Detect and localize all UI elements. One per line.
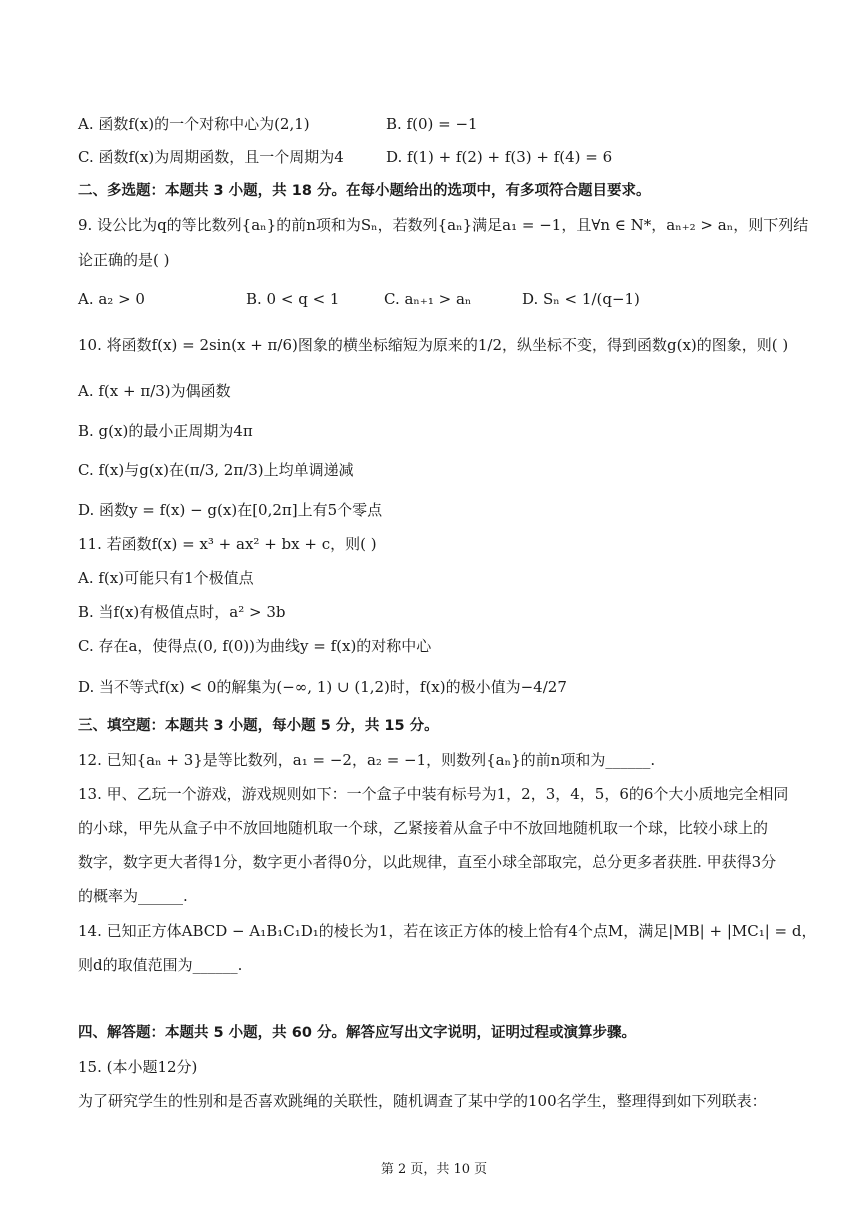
q15-line-1: 为了研究学生的性别和是否喜欢跳绳的关联性，随机调查了某中学的100名学生，整理得到如下列联表： bbox=[78, 1092, 767, 1110]
q8-option-a: A. 函数f(x)的一个对称中心为(2,1) bbox=[78, 115, 310, 133]
q10-option-c: C. f(x)与g(x)在(π/3, 2π/3)上均单调递减 bbox=[78, 461, 354, 479]
q9-option-a: A. a₂ > 0 bbox=[78, 290, 145, 308]
q10-stem: 10. 将函数f(x) = 2sin(x + π/6)图象的横坐标缩短为原来的1/2，纵坐标不变，得到函数g(x)的图象，则( ) bbox=[78, 336, 789, 354]
q15-title: 15. (本小题12分) bbox=[78, 1058, 198, 1076]
q11-option-b: B. 当f(x)有极值点时，a² > 3b bbox=[78, 603, 286, 621]
q9-stem-line-1: 9. 设公比为q的等比数列{aₙ}的前n项和为Sₙ，若数列{aₙ}满足a₁ = −1，且∀n ∈ N*，aₙ₊₂ > aₙ，则下列结 bbox=[78, 216, 809, 234]
q11-option-a: A. f(x)可能只有1个极值点 bbox=[78, 569, 254, 587]
q14-line-2: 则d的取值范围为______. bbox=[78, 956, 243, 974]
q9-stem-line-2: 论正确的是( ) bbox=[78, 251, 170, 269]
q9-option-d: D. Sₙ < 1/(q−1) bbox=[522, 290, 640, 308]
q8-option-d: D. f(1) + f(2) + f(3) + f(4) = 6 bbox=[386, 148, 613, 166]
q12-stem: 12. 已知{aₙ + 3}是等比数列，a₁ = −2，a₂ = −1，则数列{aₙ}的前n项和为______. bbox=[78, 751, 656, 769]
section-2-header: 二、多选题：本题共 3 小题，共 18 分。在每小题给出的选项中，有多项符合题目要求。 bbox=[78, 183, 651, 199]
q9-option-b: B. 0 < q < 1 bbox=[246, 290, 340, 308]
q13-line-2: 的小球，甲先从盒子中不放回地随机取一个球，乙紧接着从盒子中不放回地随机取一个球，比较小球上的 bbox=[78, 819, 769, 837]
q11-option-d: D. 当不等式f(x) < 0的解集为(−∞, 1) ∪ (1,2)时，f(x)的极小值为−4/27 bbox=[78, 678, 567, 696]
page-footer: 第 2 页，共 10 页 bbox=[380, 1162, 488, 1177]
q10-option-a: A. f(x + π/3)为偶函数 bbox=[78, 382, 231, 400]
section-4-header: 四、解答题：本题共 5 小题，共 60 分。解答应写出文字说明，证明过程或演算步骤。 bbox=[78, 1025, 636, 1041]
q8-option-c: C. 函数f(x)为周期函数，且一个周期为4 bbox=[78, 148, 344, 166]
q14-line-1: 14. 已知正方体ABCD − A₁B₁C₁D₁的棱长为1，若在该正方体的棱上恰有4个点M，满足|MB| + |MC₁| = d， bbox=[78, 922, 817, 940]
q8-option-b: B. f(0) = −1 bbox=[386, 115, 478, 133]
q11-stem: 11. 若函数f(x) = x³ + ax² + bx + c，则( ) bbox=[78, 535, 377, 553]
q10-option-d: D. 函数y = f(x) − g(x)在[0,2π]上有5个零点 bbox=[78, 501, 383, 519]
q11-option-c: C. 存在a，使得点(0, f(0))为曲线y = f(x)的对称中心 bbox=[78, 637, 432, 655]
q9-option-c: C. aₙ₊₁ > aₙ bbox=[384, 290, 472, 308]
q10-option-b: B. g(x)的最小正周期为4π bbox=[78, 422, 253, 440]
q13-line-4: 的概率为______. bbox=[78, 887, 188, 905]
q13-line-1: 13. 甲、乙玩一个游戏，游戏规则如下：一个盒子中装有标号为1，2，3，4，5，6的6个大小质地完全相同 bbox=[78, 785, 789, 803]
section-3-header: 三、填空题：本题共 3 小题，每小题 5 分，共 15 分。 bbox=[78, 718, 439, 734]
q13-line-3: 数字，数字更大者得1分，数字更小者得0分，以此规律，直至小球全部取完，总分更多者获胜. 甲获得3分 bbox=[78, 853, 777, 871]
